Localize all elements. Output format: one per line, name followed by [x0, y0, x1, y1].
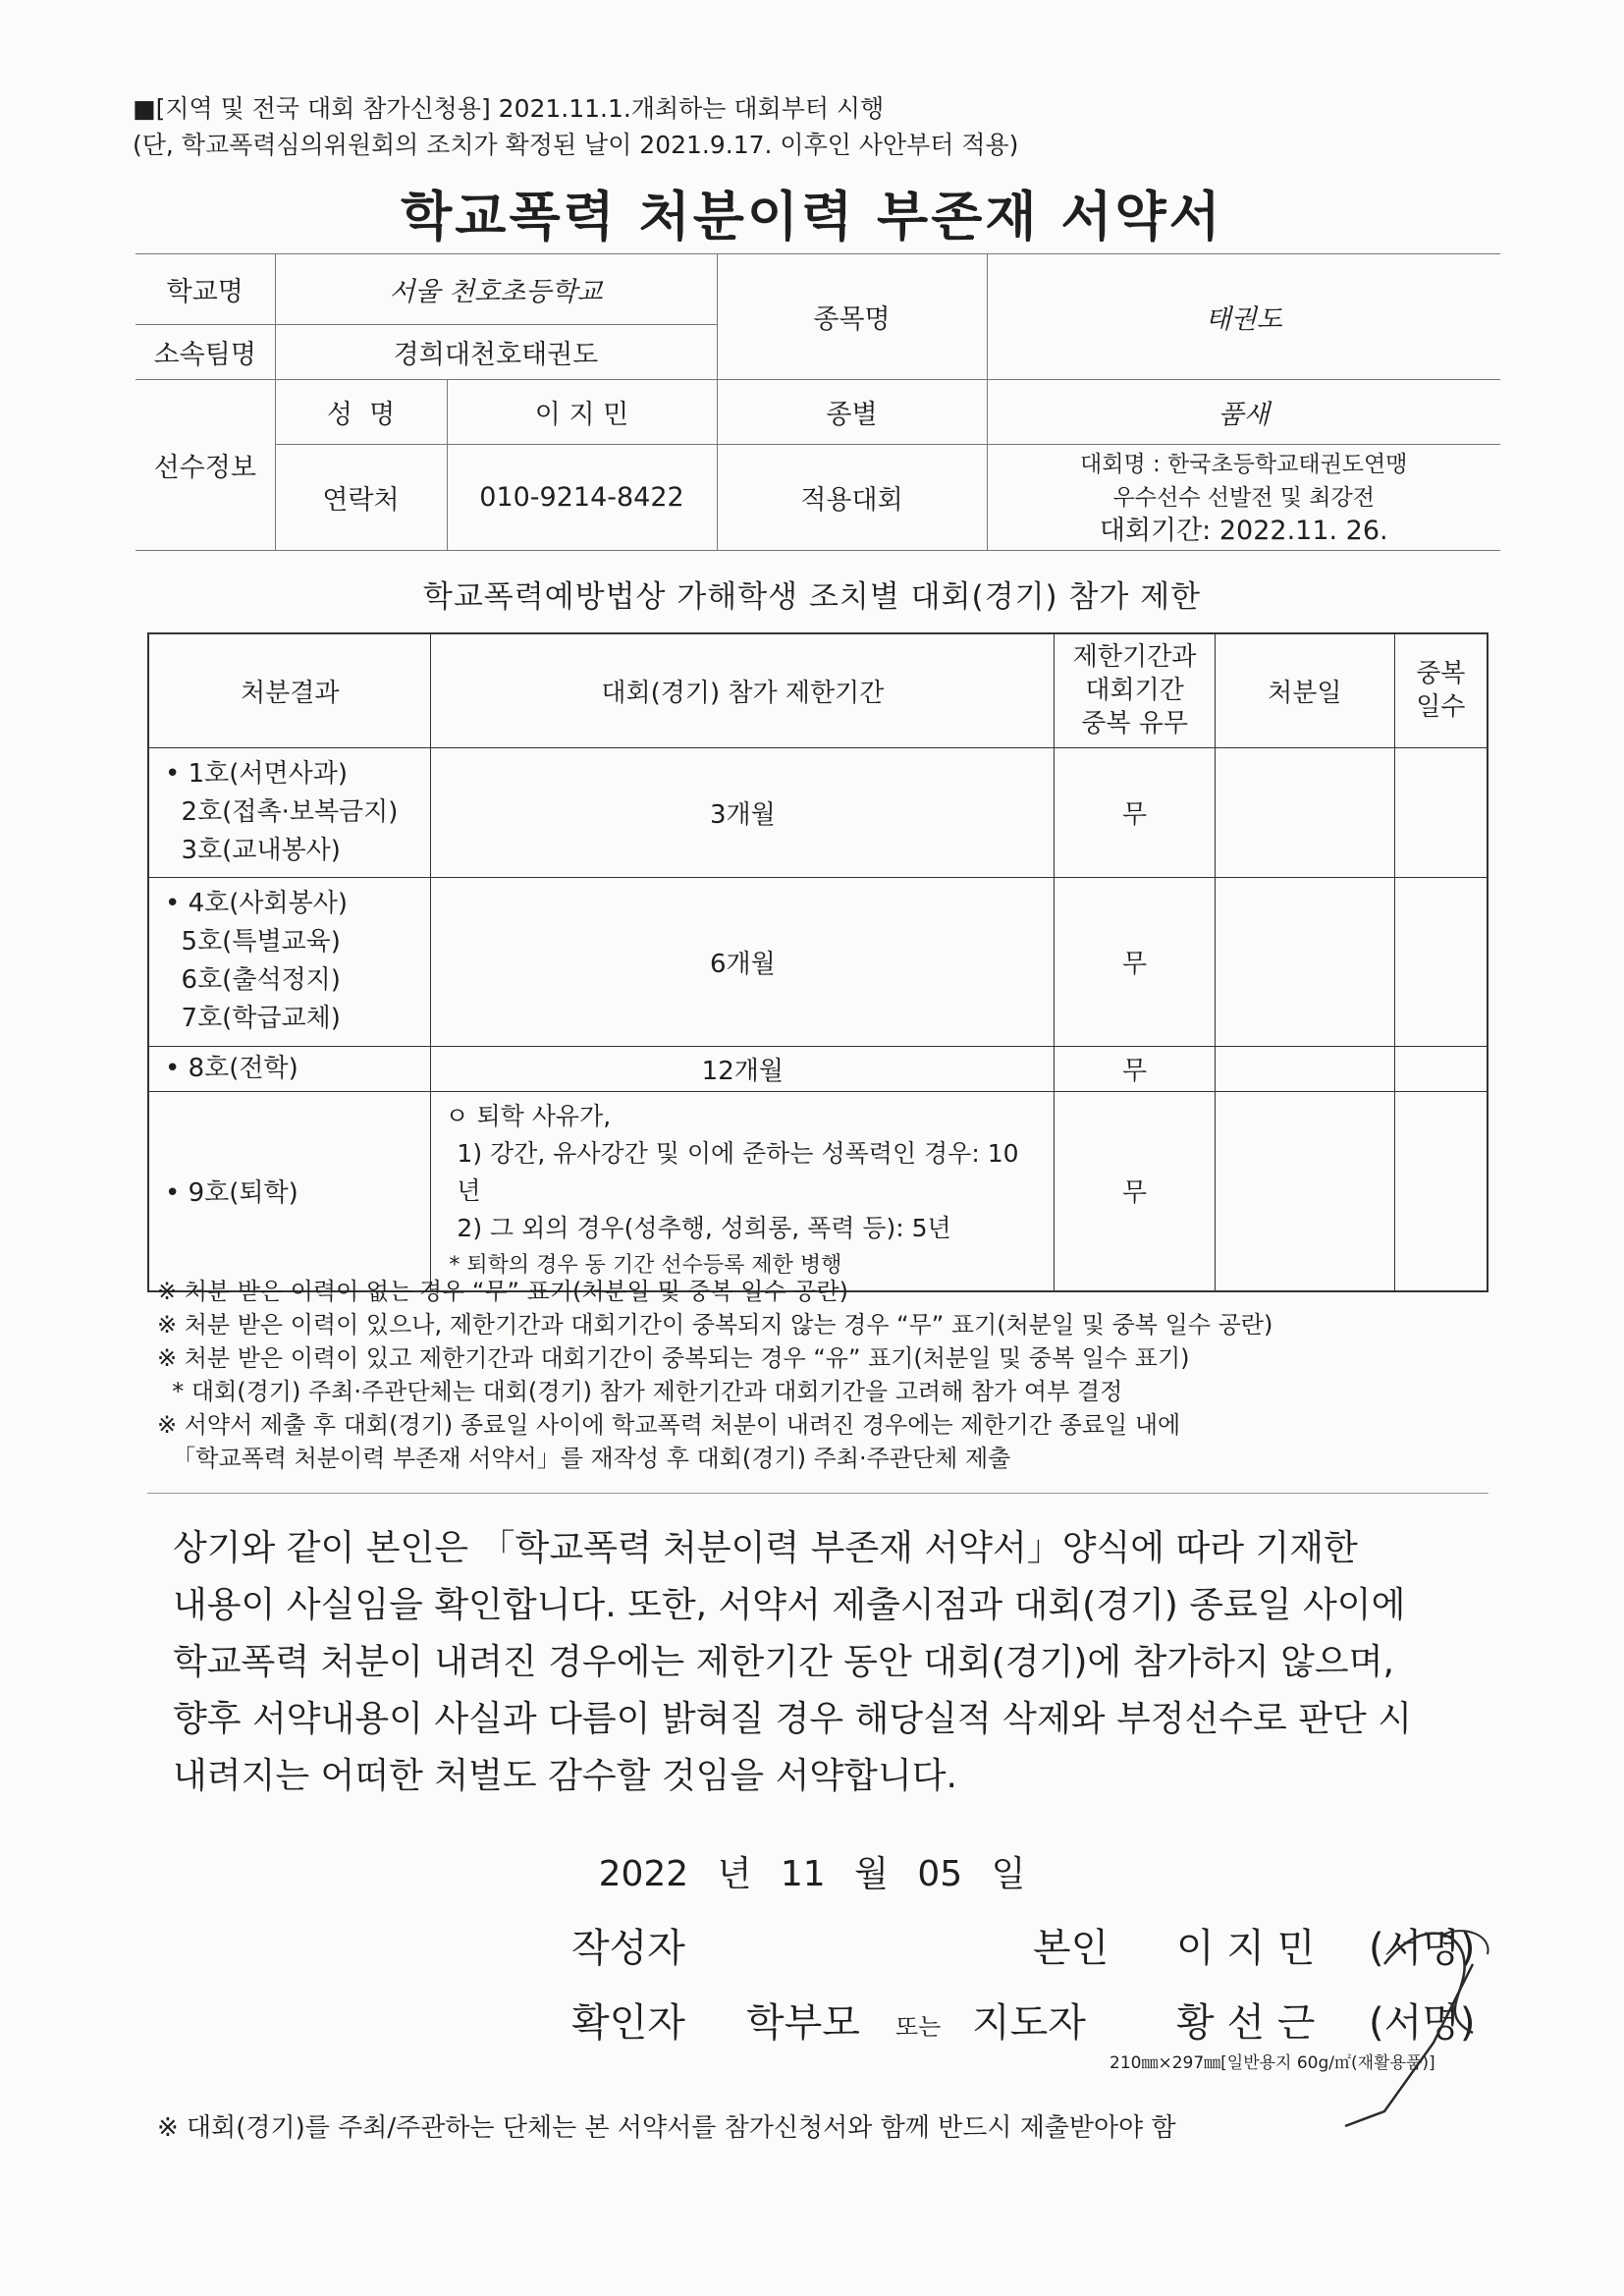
- header-overlap-line-2: 대회기간: [1085, 676, 1184, 706]
- date-month: 11: [780, 1854, 826, 1894]
- pledge-line: 내려지는 어떠한 처벌도 감수할 것임을 서약합니다.: [173, 1756, 957, 1796]
- note-line: ※ 처분 받은 이력이 있으나, 제한기간과 대회기간이 중복되지 않는 경우 “무” 표기(처분일 및 중복 일수 공란): [157, 1311, 1273, 1339]
- date-cell: [1215, 1091, 1394, 1291]
- criteria-line: 2) 그 외의 경우(성추행, 성희롱, 폭력 등): 5년: [457, 1213, 951, 1242]
- sport-value: 태권도: [987, 254, 1500, 380]
- document-title: 학교폭력 처분이력 부존재 서약서: [401, 186, 1223, 247]
- coach-label: 지도자: [972, 2000, 1086, 2046]
- info-table: [135, 253, 1500, 551]
- event-name-line-1: 대회명 : 한국초등학교태권도연맹: [1080, 451, 1408, 477]
- signature-mark: [1326, 1895, 1512, 2131]
- header-period: 대회(경기) 참가 제한기간: [431, 633, 1055, 747]
- days-cell: [1394, 747, 1488, 877]
- date-cell: [1215, 747, 1394, 877]
- overlap-cell: 무: [1055, 1046, 1216, 1091]
- event-info: [987, 445, 1500, 551]
- event-name-line-2: 우수선수 선발전 및 최강전: [1112, 484, 1375, 511]
- overlap-cell: 무: [1055, 747, 1216, 877]
- team-label: 소속팀명: [135, 325, 275, 380]
- notice: [133, 90, 1018, 163]
- pledge-line: 향후 서약내용이 사실과 다름이 밝혀질 경우 해당실적 삭제와 부정선수로 판단 시: [173, 1699, 1413, 1739]
- name-label: 성 명: [275, 380, 447, 445]
- result-cell: [148, 747, 431, 877]
- pledge-text: [173, 1520, 1479, 1805]
- header-overlap-line-3: 중복 유무: [1081, 709, 1188, 739]
- coach-name: 황 선 근: [1176, 2000, 1316, 2046]
- table-row: [148, 747, 1488, 877]
- note-line: ※ 서약서 제출 후 대회(경기) 종료일 사이에 학교폭력 처분이 내려진 경우에는 제한기간 종료일 내에: [157, 1411, 1181, 1439]
- contact-value: 010-9214-8422: [447, 445, 717, 551]
- self-signature-label: (서명): [1369, 1926, 1476, 1971]
- note-line: * 대회(경기) 주최·주관단체는 대회(경기) 참가 제한기간과 대회기간을 고려해 참가 여부 결정: [157, 1378, 1123, 1405]
- result-item: 5호(특별교육): [165, 927, 341, 957]
- pledge-line: 내용이 사실임을 확인합니다. 또한, 서약서 제출시점과 대회(경기) 종료일 사이에: [173, 1585, 1406, 1625]
- result-cell: [148, 877, 431, 1046]
- date-cell: [1215, 877, 1394, 1046]
- signing-date: [0, 1846, 1624, 1896]
- note-line: ※ 처분 받은 이력이 있고 제한기간과 대회기간이 중복되는 경우 “유” 표기(처분일 및 중복 일수 표기): [157, 1344, 1190, 1372]
- period-cell: 3개월: [431, 747, 1055, 877]
- coach-signature-label: (서명): [1369, 2000, 1476, 2046]
- player-info-label: 선수정보: [135, 380, 275, 551]
- criteria-line: 1) 강간, 유사강간 및 이에 준하는 성폭력인 경우: 10년: [457, 1138, 1019, 1205]
- confirmer-label: 확인자: [571, 2000, 685, 2046]
- team-value: 경희대천호태권도: [275, 325, 717, 380]
- criteria-note: * 퇴학의 경우 동 기간 선수등록 제한 병행: [449, 1252, 842, 1278]
- parent-label: 학부모: [746, 2000, 860, 2046]
- result-cell: • 9호(퇴학): [148, 1091, 431, 1291]
- header-overlap-line-1: 제한기간과: [1072, 642, 1197, 673]
- result-cell: • 8호(전학): [148, 1046, 431, 1091]
- result-item: 7호(학급교체): [165, 1004, 341, 1033]
- restriction-header-row: [148, 633, 1488, 747]
- result-item: • 1호(서면사과): [165, 758, 349, 789]
- school-label: 학교명: [135, 254, 275, 325]
- overlap-cell: 무: [1055, 1091, 1216, 1291]
- pledge-line: 학교폭력 처분이 내려진 경우에는 제한기간 동안 대회(경기)에 참가하지 않으며,: [173, 1642, 1394, 1682]
- self-name: 이 지 민: [1176, 1926, 1316, 1971]
- paper-spec: 210㎜×297㎜[일반용지 60g/㎡(재활용품)]: [1110, 2053, 1435, 2073]
- sport-label: 종목명: [717, 254, 987, 380]
- contact-label: 연락처: [275, 445, 447, 551]
- writer-label: 작성자: [571, 1926, 685, 1971]
- header-overlap: [1055, 633, 1216, 747]
- event-label: 적용대회: [717, 445, 987, 551]
- period-cell: 6개월: [431, 877, 1055, 1046]
- table-row: [148, 1046, 1488, 1091]
- footer-note: ※ 대회(경기)를 주최/주관하는 단체는 본 서약서를 참가신청서와 함께 반드시 제출받아야 함: [157, 2113, 1176, 2143]
- result-item: 3호(교내봉사): [165, 835, 341, 865]
- period-cell: 12개월: [431, 1046, 1055, 1091]
- date-year-unit: 년: [717, 1854, 752, 1894]
- result-item: 6호(출석정지): [165, 965, 341, 995]
- days-cell: [1394, 1091, 1488, 1291]
- table-row: [148, 1091, 1488, 1291]
- result-item: • 4호(사회봉사): [165, 889, 349, 918]
- result-item: 2호(접촉·보복금지): [165, 796, 399, 827]
- school-value: 서울 천호초등학교: [275, 254, 717, 325]
- header-days-line-1: 중복: [1416, 659, 1466, 689]
- name-value: 이 지 민: [447, 380, 717, 445]
- period-criteria-cell: [431, 1091, 1055, 1291]
- date-month-unit: 월: [854, 1854, 889, 1894]
- self-label: 본인: [1033, 1926, 1110, 1971]
- notes: [157, 1275, 1272, 1475]
- pledge-line: 상기와 같이 본인은 「학교폭력 처분이력 부존재 서약서」양식에 따라 기재한: [173, 1528, 1358, 1568]
- date-cell: [1215, 1046, 1394, 1091]
- header-date: 처분일: [1215, 633, 1394, 747]
- days-cell: [1394, 1046, 1488, 1091]
- days-cell: [1394, 877, 1488, 1046]
- header-days: [1394, 633, 1488, 747]
- notice-line-2: (단, 학교폭력심의위원회의 조치가 확정된 날이 2021.9.17. 이후인 사안부터 적용): [133, 131, 1019, 159]
- category-label: 종별: [717, 380, 987, 445]
- date-year: 2022: [598, 1854, 689, 1894]
- event-period: 대회기간: 2022.11. 26.: [1099, 515, 1388, 546]
- note-line: ※ 처분 받은 이력이 없는 경우 “무” 표기(처분일 및 중복 일수 공란): [157, 1278, 849, 1305]
- note-line: 「학교폭력 처분이력 부존재 서약서」를 재작성 후 대회(경기) 주최·주관단체 제출: [157, 1445, 1011, 1472]
- date-day-unit: 일: [991, 1854, 1026, 1894]
- or-label: 또는: [895, 2013, 942, 2041]
- table-row: [148, 877, 1488, 1046]
- date-day: 05: [917, 1854, 963, 1894]
- header-days-line-2: 일수: [1416, 692, 1466, 723]
- header-result: 처분결과: [148, 633, 431, 747]
- category-value: 품새: [987, 380, 1500, 445]
- overlap-cell: 무: [1055, 877, 1216, 1046]
- restriction-table: [147, 632, 1489, 1292]
- divider: [147, 1493, 1489, 1494]
- restriction-subtitle: 학교폭력예방법상 가해학생 조치별 대회(경기) 참가 제한: [422, 579, 1202, 615]
- notice-line-1: ■[지역 및 전국 대회 참가신청용] 2021.11.1.개최하는 대회부터 시행: [133, 94, 885, 123]
- criteria-line: ㅇ 퇴학 사유가,: [445, 1101, 612, 1130]
